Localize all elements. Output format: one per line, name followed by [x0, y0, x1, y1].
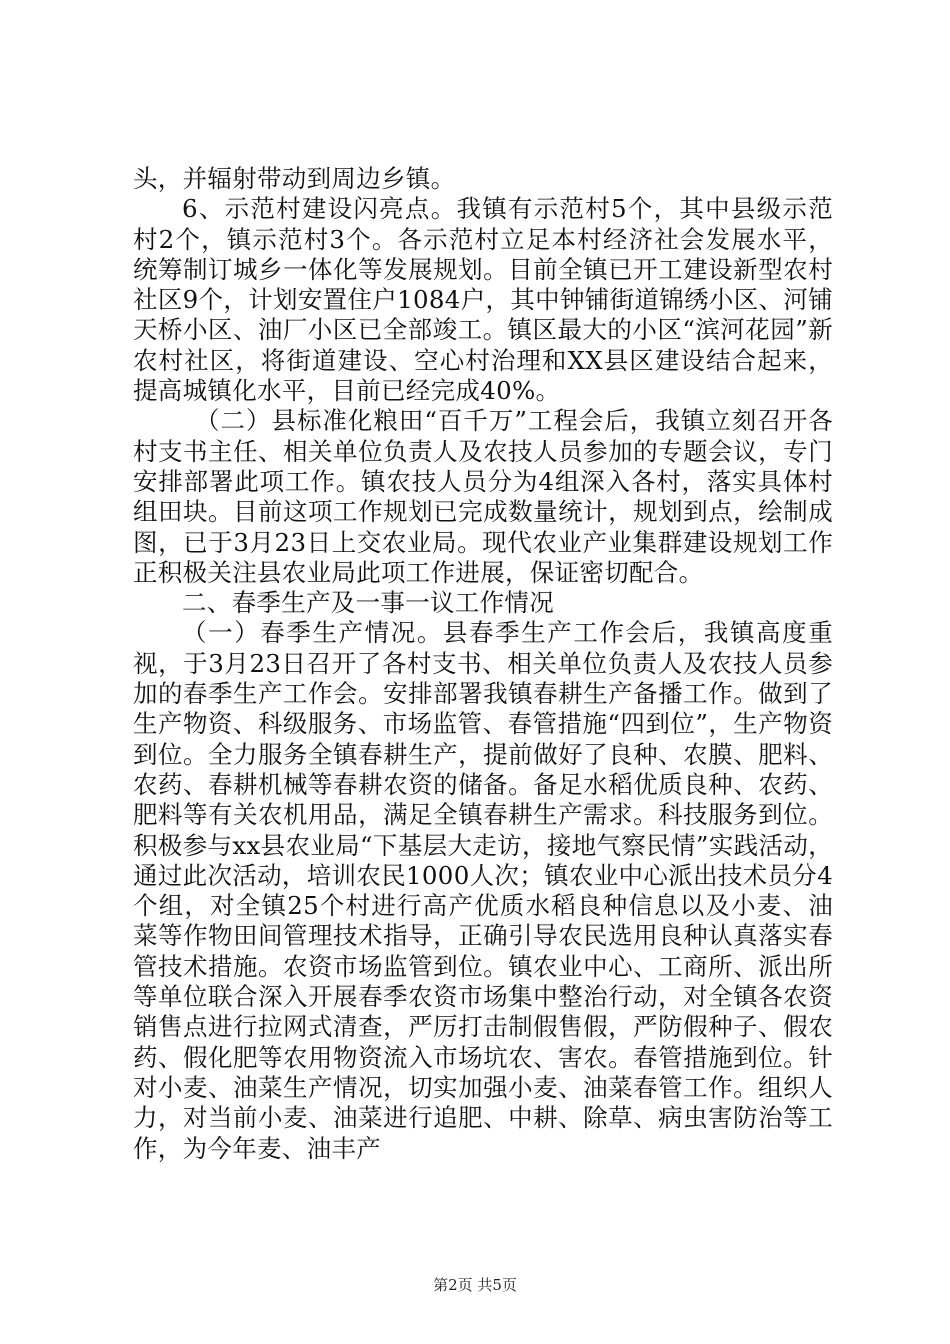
paragraph-demo-village: 6、示范村建设闪亮点。我镇有示范村5个，其中县级示范村2个，镇示范村3个。各示范村立足本村经济社会发展水平，统筹制订城乡一体化等发展规划。目前全镇已开工建设新型农村社区9个，计划安置住户1084户，其中钟铺街道锦绣小区、河铺天桥小区、油厂小区已全部竣工。镇区最大的小区“滨河花园”新农村社区，将街道建设、空心村治理和XX县区建设结合起来，提高城镇化水平，目前已经完成40%。 — [133, 194, 833, 406]
page-number: 第2页 共5页 — [433, 1276, 517, 1294]
document-body — [133, 164, 833, 1164]
paragraph-continuation: 头，并辐射带动到周边乡镇。 — [133, 164, 456, 193]
section-heading-spring-production: 二、春季生产及一事一议工作情况 — [182, 588, 554, 618]
paragraph-standard-farmland: （二）县标准化粮田“百千万”工程会后，我镇立刻召开各村支书主任、相关单位负责人及农技人员参加的专题会议，专门安排部署此项工作。镇农技人员分为4组深入各村，落实具体村组田块。目前这项工作规划已完成数量统计，规划到点，绘制成图，已于3月23日上交农业局。现代农业产业集群建设规划工作正积极关注县农业局此项工作进展，保证密切配合。 — [133, 406, 833, 587]
paragraph-spring-production: （一）春季生产情况。县春季生产工作会后，我镇高度重视，于3月23日召开了各村支书、相关单位负责人及农技人员参加的春季生产工作会。安排部署我镇春耕生产备播工作。做到了生产物资、科级服务、市场监管、春管措施“四到位”，生产物资到位。全力服务全镇春耕生产，提前做好了良种、农膜、肥料、农药、春耕机械等春耕农资的储备。备足水稻优质良种、农药、肥料等有关农机用品，满足全镇春耕生产需求。科技服务到位。积极参与xx县农业局“下基层大走访，接地气察民情”实践活动，通过此次活动，培训农民1000人次；镇农业中心派出技术员分4个组，对全镇25个村进行高产优质水稻良种信息以及小麦、油菜等作物田间管理技术指导，正确引导农民选用良种认真落实春管技术措施。农资市场监管到位。镇农业中心、工商所、派出所等单位联合深入开展春季农资市场集中整治行动，对全镇各农资销售点进行拉网式清查，严厉打击制假售假，严防假种子、假农药、假化肥等农用物资流入市场坑农、害农。春管措施到位。针对小麦、油菜生产情况，切实加强小麦、油菜春管工作。组织人力，对当前小麦、油菜进行追肥、中耕、除草、病虫害防治等工作，为今年麦、油丰产 — [133, 618, 833, 1163]
